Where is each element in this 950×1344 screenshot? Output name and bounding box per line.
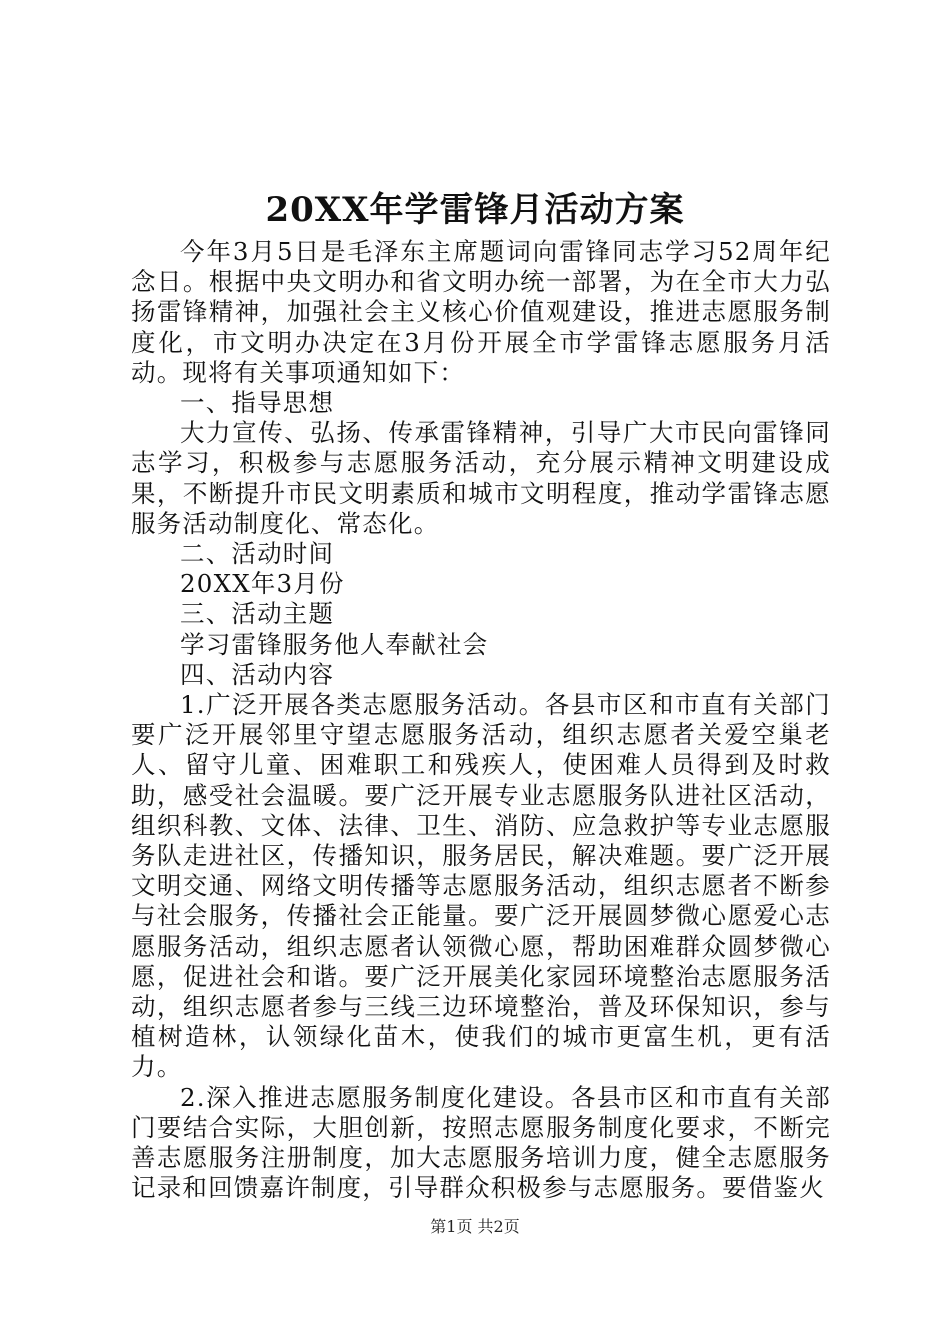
section-heading-activity-theme: 三、活动主题 xyxy=(180,599,335,629)
activity-content-item-1: 1.广泛开展各类志愿服务活动。各县市区和市直有关部门要广泛开展邻里守望志愿服务活动，组织志愿者关爱空巢老人、留守儿童、困难职工和残疾人，使困难人员得到及时救助，感受社会温暖。要广泛开展专业志愿服务队进社区活动，组织科教、文体、法律、卫生、消防、应急救护等专业志愿服务队走进社区，传播知识，服务居民，解决难题。要广泛开展文明交通、网络文明传播等志愿服务活动，组织志愿者不断参与社会服务，传播社会正能量。要广泛开展圆梦微心愿爱心志愿服务活动，组织志愿者认领微心愿，帮助困难群众圆梦微心愿，促进社会和谐。要广泛开展美化家园环境整治志愿服务活动，组织志愿者参与三线三边环境整治，普及环保知识，参与植树造林，认领绿化苗木，使我们的城市更富生机，更有活力。 xyxy=(131,690,831,1082)
section-heading-activity-time: 二、活动时间 xyxy=(180,539,335,569)
section-heading-activity-content: 四、活动内容 xyxy=(180,659,335,689)
page-footer: 第1页 共2页 xyxy=(430,1217,520,1236)
activity-theme-value: 学习雷锋服务他人奉献社会 xyxy=(180,629,489,659)
document-title: 20XX年学雷锋月活动方案 xyxy=(265,190,685,230)
activity-time-value: 20XX年3月份 xyxy=(180,569,345,599)
activity-content-item-2: 2.深入推进志愿服务制度化建设。各县市区和市直有关部门要结合实际，大胆创新，按照志愿服务制度化要求，不断完善志愿服务注册制度，加大志愿服务培训力度，健全志愿服务记录和回馈嘉许制度，引导群众积极参与志愿服务。要借鉴火 xyxy=(131,1082,831,1203)
section-heading-guiding-thought: 一、指导思想 xyxy=(180,388,335,418)
intro-paragraph: 今年3月5日是毛泽东主席题词向雷锋同志学习52周年纪念日。根据中央文明办和省文明办统一部署，为在全市大力弘扬雷锋精神，加强社会主义核心价值观建设，推进志愿服务制度化，市文明办决定在3月份开展全市学雷锋志愿服务月活动。现将有关事项通知如下： xyxy=(131,237,831,387)
document-body xyxy=(131,237,831,1204)
guiding-thought-paragraph: 大力宣传、弘扬、传承雷锋精神，引导广大市民向雷锋同志学习，积极参与志愿服务活动，充分展示精神文明建设成果，不断提升市民文明素质和城市文明程度，推动学雷锋志愿服务活动制度化、常态化。 xyxy=(131,418,831,538)
